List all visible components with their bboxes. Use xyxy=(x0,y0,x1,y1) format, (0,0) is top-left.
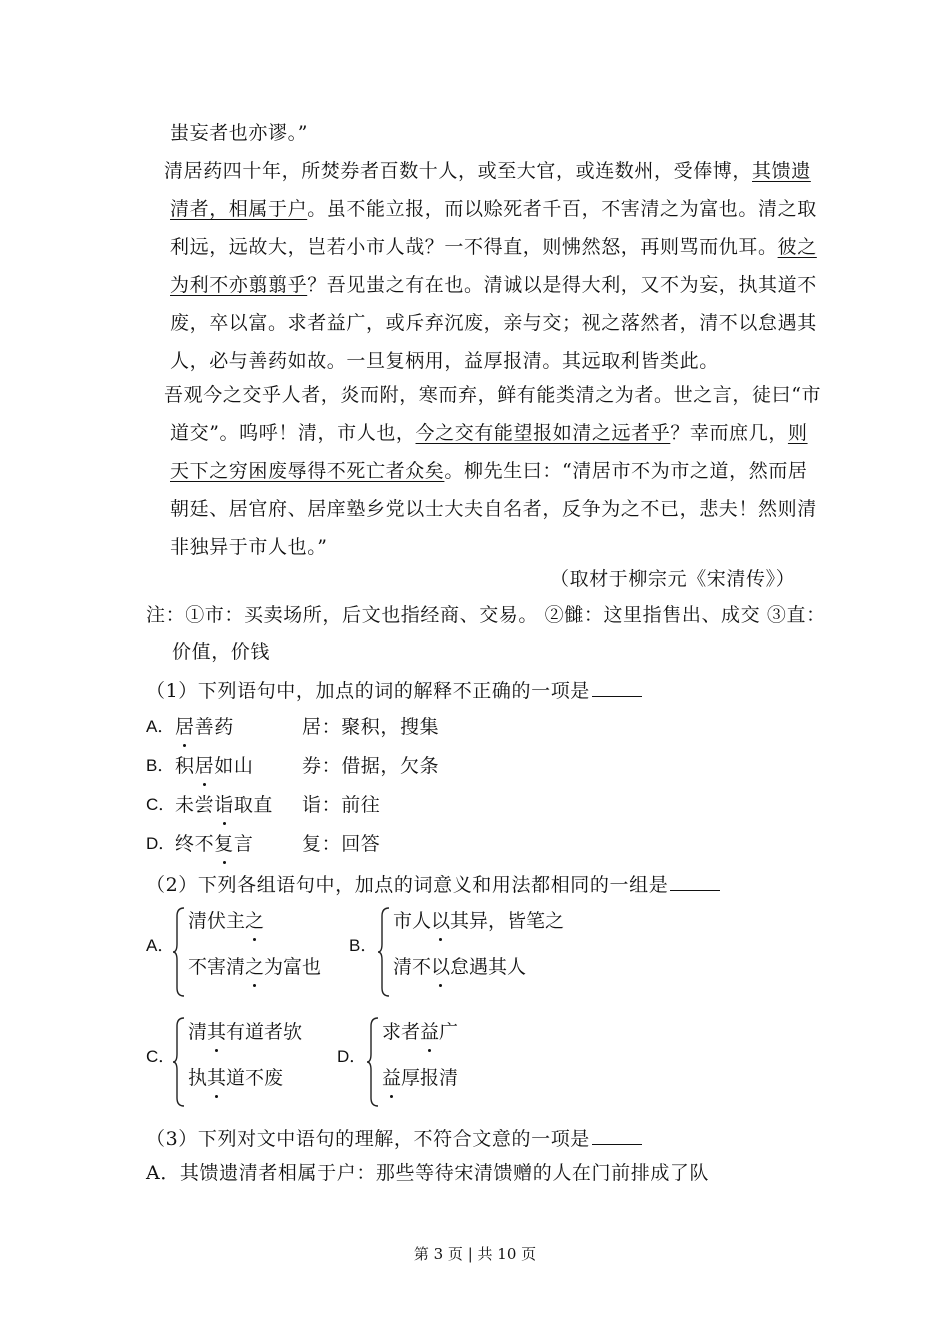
left-brace xyxy=(377,906,393,998)
q2-option-letter: A． xyxy=(146,936,175,955)
passage-line xyxy=(170,196,817,222)
passage-line xyxy=(170,348,719,374)
dotted-char: 以 xyxy=(431,956,451,978)
text: 道交”。呜呼！清，市人也， xyxy=(170,422,416,444)
passage-source: （取材于柳宗元《宋清传》） xyxy=(550,568,796,590)
question-3-stem: （3）下列对文中语句的理解，不符合文意的一项是 xyxy=(146,1124,642,1152)
underlined-phrase: 天下之穷困废辱得不死亡者众矣 xyxy=(170,460,445,482)
text: 。柳先生曰：“清居市不为市之道，然而居 xyxy=(444,460,808,482)
text: ？吾见蚩之有在也。清诚以是得大利，又不为妄，执其道不 xyxy=(307,274,817,296)
text: 人，必与善药如故。一旦复柄用，益厚报清。其远取利皆类此。 xyxy=(170,350,719,372)
answer-blank[interactable] xyxy=(592,676,642,697)
passage-line xyxy=(170,234,817,260)
dotted-char: 其 xyxy=(207,1021,227,1043)
q1-option-phrase: 终不复言 xyxy=(175,833,254,855)
q1-option-letter: C． xyxy=(146,795,176,814)
dotted-char: 之 xyxy=(245,910,265,932)
left-brace xyxy=(366,1016,382,1108)
left-brace xyxy=(172,1016,188,1108)
text: 。虽不能立报，而以赊死者千百，不害清之为富也。清之取 xyxy=(307,198,817,220)
dotted-char: 居 xyxy=(175,716,195,738)
text: 非独异于市人也。” xyxy=(170,536,328,558)
q1-option-phrase: 居善药 xyxy=(175,716,234,738)
passage-line xyxy=(170,420,808,446)
q2-c-bottom: 执其道不废 xyxy=(188,1067,284,1089)
passage-line xyxy=(170,310,817,336)
q2-a-top: 清伏主之 xyxy=(188,910,265,932)
dotted-char: 其 xyxy=(207,1067,227,1089)
answer-blank[interactable] xyxy=(592,1124,642,1145)
dotted-char: 诣 xyxy=(214,794,234,816)
passage-line xyxy=(170,120,308,146)
q2-c-top: 清其有道者欤 xyxy=(188,1021,303,1043)
text: 吾观今之交乎人者，炎而附，寒而弃，鲜有能类清之为者。世之言，徒曰“市 xyxy=(164,384,822,406)
passage-line xyxy=(170,458,808,484)
dotted-char: 以 xyxy=(431,910,451,932)
dotted-char: 之 xyxy=(245,956,265,978)
q2-b-bottom: 清不以怠遇其人 xyxy=(393,956,527,978)
passage-line xyxy=(170,272,817,298)
underlined-phrase: 今之交有能望报如清之远者乎 xyxy=(415,422,671,444)
q2-option-letter: D． xyxy=(337,1047,367,1066)
q2-option-letter: B． xyxy=(349,936,378,955)
page-footer: 第 3 页 | 共 10 页 xyxy=(413,1245,537,1263)
question-2-stem: （2）下列各组语句中，加点的词意义和用法都相同的一组是 xyxy=(146,870,720,898)
dotted-char: 益 xyxy=(420,1021,440,1043)
text: 朝廷、居官府、居庠塾乡党以士大夫自名者，反争为之不已，悲夫！然则清 xyxy=(170,498,817,520)
text: 蚩妄者也亦谬。” xyxy=(170,122,309,144)
dotted-char: 益 xyxy=(382,1067,402,1089)
passage-line xyxy=(170,534,328,560)
q1-option-gloss: 券：借据，欠条 xyxy=(302,755,440,777)
q1-option-phrase: 未尝诣取直 xyxy=(175,794,274,816)
text: ？幸而庶几， xyxy=(670,422,788,444)
text: 清居药四十年，所焚券者百数十人，或至大官，或连数州，受俸博， xyxy=(164,160,753,182)
text: 废，卒以富。求者益广，或斥弃沉废，亲与交；视之落然者，清不以怠遇其 xyxy=(170,312,817,334)
q2-d-top: 求者益广 xyxy=(382,1021,459,1043)
q1-option-letter: B． xyxy=(146,756,175,775)
underlined-phrase: 则 xyxy=(787,422,808,444)
text: 利远，远故大，岂若小市人哉？一不得直，则怫然怒，再则骂而仇耳。 xyxy=(170,236,778,258)
q1-option-gloss: 诣：前往 xyxy=(302,794,381,816)
dotted-char: 复 xyxy=(214,833,234,855)
dotted-char: 居 xyxy=(194,755,215,777)
q2-b-top: 市人以其异，皆笔之 xyxy=(393,910,565,932)
q1-option-letter: A． xyxy=(146,717,175,736)
q3-option-a: A．其馈遗清者相属于户：那些等待宋清馈赠的人在门前排成了队 xyxy=(146,1162,710,1184)
passage-line xyxy=(164,158,811,184)
notes-line: 注：①市：买卖场所，后文也指经商、交易。 ②雠：这里指售出、成交 ③直： xyxy=(146,604,826,626)
left-brace xyxy=(172,906,188,998)
passage-line xyxy=(164,382,821,408)
q1-option-gloss: 复：回答 xyxy=(302,833,381,855)
underlined-phrase: 其馈遗 xyxy=(752,160,811,182)
q2-option-letter: C． xyxy=(146,1047,176,1066)
q2-d-bottom: 益厚报清 xyxy=(382,1067,459,1089)
underlined-phrase: 为利不亦翦翦乎 xyxy=(170,274,308,296)
passage-line xyxy=(170,496,817,522)
notes-line: 价值，价钱 xyxy=(172,641,271,663)
q1-option-letter: D． xyxy=(146,834,176,853)
underlined-phrase: 清者，相属于户 xyxy=(170,198,308,220)
q1-option-phrase: 积居如山 xyxy=(175,755,254,777)
q1-option-gloss: 居：聚积，搜集 xyxy=(302,716,440,738)
question-1-stem: （1）下列语句中，加点的词的解释不正确的一项是 xyxy=(146,676,642,704)
answer-blank[interactable] xyxy=(670,870,720,891)
q2-a-bottom: 不害清之为富也 xyxy=(188,956,322,978)
underlined-phrase: 彼之 xyxy=(777,236,817,258)
